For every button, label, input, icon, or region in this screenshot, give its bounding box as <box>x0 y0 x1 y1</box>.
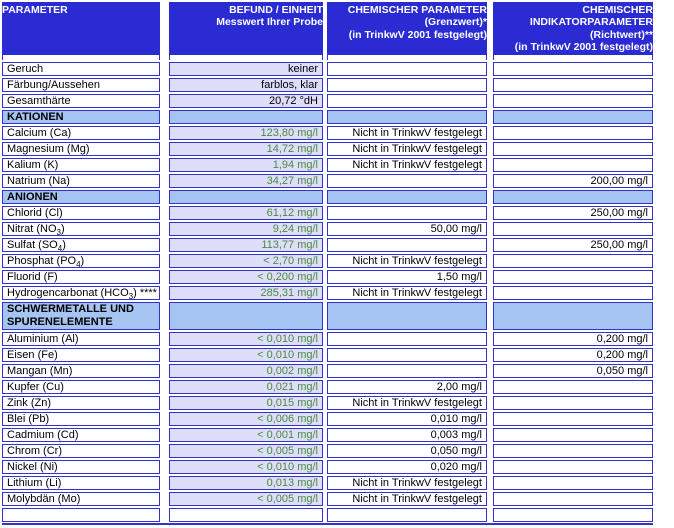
section-label-cell <box>2 190 160 204</box>
measured-value-cell: farblos, klar <box>169 78 323 92</box>
section-cell <box>169 110 323 124</box>
parameter-name-cell: Geruch <box>2 62 160 76</box>
header-col4 <box>493 2 653 55</box>
empty-cell <box>493 508 653 522</box>
data-row <box>2 428 674 442</box>
section-cell <box>493 302 653 330</box>
measured-value-cell: < 0,010 mg/l <box>169 332 323 346</box>
limit-value-cell <box>327 78 487 92</box>
limit-value-cell: Nicht in TrinkwV festgelegt <box>327 158 487 172</box>
parameter-name-cell: Färbung/Aussehen <box>2 78 160 92</box>
header-line: BEFUND / EINHEIT <box>229 4 323 16</box>
data-row <box>2 476 674 490</box>
indicator-value-cell <box>493 126 653 140</box>
section-label-cell <box>2 110 160 124</box>
empty-row <box>2 508 674 522</box>
indicator-value-cell <box>493 428 653 442</box>
indicator-value-cell <box>493 476 653 490</box>
data-row <box>2 332 674 346</box>
indicator-value-cell <box>493 62 653 76</box>
parameter-name-cell: Mangan (Mn) <box>2 364 160 378</box>
data-row <box>2 286 674 300</box>
measured-value-cell: 0,021 mg/l <box>169 380 323 394</box>
data-row <box>2 94 674 108</box>
limit-value-cell: 1,50 mg/l <box>327 270 487 284</box>
data-row <box>2 62 674 76</box>
spacer-row <box>2 55 674 60</box>
limit-value-cell: 0,020 mg/l <box>327 460 487 474</box>
section-label-line: SPURENELEMENTE <box>7 315 113 328</box>
indicator-value-cell <box>493 158 653 172</box>
indicator-value-cell <box>493 94 653 108</box>
limit-value-cell <box>327 62 487 76</box>
section-cell <box>169 190 323 204</box>
header-line: CHEMISCHER <box>582 4 653 16</box>
indicator-value-cell <box>493 270 653 284</box>
section-cell <box>169 302 323 330</box>
limit-value-cell <box>327 348 487 362</box>
data-row <box>2 222 674 236</box>
header-line: (in TrinkwV 2001 festgelegt) <box>514 41 653 54</box>
header-line: (Richtwert)** <box>589 28 653 41</box>
indicator-value-cell <box>493 286 653 300</box>
limit-value-cell: Nicht in TrinkwV festgelegt <box>327 396 487 410</box>
spacer-cell <box>2 55 160 60</box>
data-row <box>2 270 674 284</box>
data-row <box>2 364 674 378</box>
limit-value-cell <box>327 364 487 378</box>
section-row <box>2 302 674 330</box>
limit-value-cell <box>327 174 487 188</box>
parameter-name-cell: Phosphat $(PO_4)$ <box>2 254 160 268</box>
header-line: INDIKATORPARAMETER <box>529 16 653 29</box>
measured-value-cell: 34,27 mg/l <box>169 174 323 188</box>
section-cell <box>327 190 487 204</box>
measured-value-cell: < 0,001 mg/l <box>169 428 323 442</box>
limit-value-cell <box>327 94 487 108</box>
data-row <box>2 348 674 362</box>
parameter-name-cell: Eisen (Fe) <box>2 348 160 362</box>
indicator-value-cell: 0,200 mg/l <box>493 332 653 346</box>
limit-value-cell: Nicht in TrinkwV festgelegt <box>327 476 487 490</box>
indicator-value-cell <box>493 492 653 506</box>
header-line: PARAMETER <box>2 4 68 16</box>
parameter-name-cell: Nickel (Ni) <box>2 460 160 474</box>
measured-value-cell: 123,80 mg/l <box>169 126 323 140</box>
section-label-line: KATIONEN <box>7 111 64 123</box>
table-header-row <box>2 2 674 55</box>
empty-cell <box>2 508 160 522</box>
data-row <box>2 238 674 252</box>
limit-value-cell: Nicht in TrinkwV festgelegt <box>327 126 487 140</box>
measured-value-cell: keiner <box>169 62 323 76</box>
header-col2 <box>169 2 323 55</box>
indicator-value-cell: 200,00 mg/l <box>493 174 653 188</box>
data-row <box>2 492 674 506</box>
limit-value-cell: Nicht in TrinkwV festgelegt <box>327 254 487 268</box>
data-row <box>2 444 674 458</box>
header-line: (in TrinkwV 2001 festgelegt) <box>348 28 487 41</box>
data-row <box>2 126 674 140</box>
indicator-value-cell <box>493 142 653 156</box>
empty-cell <box>169 508 323 522</box>
parameter-subscript: 3 <box>56 228 61 236</box>
header-col3 <box>327 2 487 55</box>
empty-cell <box>327 508 487 522</box>
limit-value-cell: Nicht in TrinkwV festgelegt <box>327 286 487 300</box>
parameter-name-cell: Nitrat $(NO_3)$ <box>2 222 160 236</box>
section-label-line: ANIONEN <box>7 191 58 203</box>
section-cell <box>493 110 653 124</box>
parameter-name-cell: Calcium (Ca) <box>2 126 160 140</box>
section-cell <box>493 190 653 204</box>
parameter-name-cell: Kupfer (Cu) <box>2 380 160 394</box>
measured-value-cell: 61,12 mg/l <box>169 206 323 220</box>
indicator-value-cell: 0,200 mg/l <box>493 348 653 362</box>
measured-value-cell: < 0,005 mg/l <box>169 492 323 506</box>
measured-value-cell: 0,002 mg/l <box>169 364 323 378</box>
section-cell <box>327 110 487 124</box>
parameter-name-cell: Aluminium (Al) <box>2 332 160 346</box>
parameter-name-cell: Blei (Pb) <box>2 412 160 426</box>
indicator-value-cell: 250,00 mg/l <box>493 238 653 252</box>
data-row <box>2 158 674 172</box>
measured-value-cell: 14,72 mg/l <box>169 142 323 156</box>
parameter-name-cell: Zink (Zn) <box>2 396 160 410</box>
measured-value-cell: < 0,005 mg/l <box>169 444 323 458</box>
data-row <box>2 142 674 156</box>
section-row <box>2 110 674 124</box>
parameter-name-cell: Fluorid (F) <box>2 270 160 284</box>
parameter-name-cell: Kalium (K) <box>2 158 160 172</box>
data-row <box>2 380 674 394</box>
data-row <box>2 78 674 92</box>
measured-value-cell: 0,013 mg/l <box>169 476 323 490</box>
header-line: Messwert Ihrer Probe <box>216 16 323 29</box>
limit-value-cell <box>327 206 487 220</box>
data-row <box>2 254 674 268</box>
spacer-cell <box>493 55 653 60</box>
header-line: CHEMISCHER PARAMETER <box>347 4 487 16</box>
spacer-cell <box>327 55 487 60</box>
parameter-name-cell: Chrom (Cr) <box>2 444 160 458</box>
limit-value-cell: 0,010 mg/l <box>327 412 487 426</box>
limit-value-cell: 0,050 mg/l <box>327 444 487 458</box>
indicator-value-cell <box>493 444 653 458</box>
data-row <box>2 412 674 426</box>
indicator-value-cell <box>493 396 653 410</box>
parameter-name-cell: Molybdän (Mo) <box>2 492 160 506</box>
data-row <box>2 460 674 474</box>
indicator-value-cell <box>493 412 653 426</box>
indicator-value-cell <box>493 222 653 236</box>
parameter-subscript: 4 <box>57 244 63 252</box>
measured-value-cell: 0,015 mg/l <box>169 396 323 410</box>
parameter-name-cell: Cadmium (Cd) <box>2 428 160 442</box>
section-row <box>2 190 674 204</box>
limit-value-cell: 0,003 mg/l <box>327 428 487 442</box>
parameter-name-cell: Lithium (Li) <box>2 476 160 490</box>
measured-value-cell: < 0,010 mg/l <box>169 348 323 362</box>
limit-value-cell: Nicht in TrinkwV festgelegt <box>327 492 487 506</box>
limit-value-cell <box>327 332 487 346</box>
table-body <box>2 55 674 522</box>
data-row <box>2 174 674 188</box>
indicator-value-cell: 250,00 mg/l <box>493 206 653 220</box>
header-col1 <box>2 2 160 55</box>
measured-value-cell: 9,24 mg/l <box>169 222 323 236</box>
table-bottom-border <box>2 523 653 525</box>
section-label-line: SCHWERMETALLE UND <box>7 303 134 315</box>
indicator-value-cell <box>493 78 653 92</box>
indicator-value-cell <box>493 380 653 394</box>
parameter-subscript: 3 <box>128 292 134 300</box>
parameter-name-cell: Sulfat $(SO_4)$ <box>2 238 160 252</box>
indicator-value-cell: 0,050 mg/l <box>493 364 653 378</box>
parameter-name-cell: Hydrogencarbonat $(HCO_3)$ **** <box>2 286 160 300</box>
parameter-name-cell: Magnesium (Mg) <box>2 142 160 156</box>
indicator-value-cell <box>493 460 653 474</box>
parameter-name-cell: Natrium (Na) <box>2 174 160 188</box>
measured-value-cell: < 0,200 mg/l <box>169 270 323 284</box>
parameter-name-cell: Chlorid (Cl) <box>2 206 160 220</box>
measured-value-cell: < 0,010 mg/l <box>169 460 323 474</box>
section-label-cell <box>2 302 160 330</box>
measured-value-cell: 285,31 mg/l <box>169 286 323 300</box>
indicator-value-cell <box>493 254 653 268</box>
data-row <box>2 206 674 220</box>
section-cell <box>327 302 487 330</box>
spacer-cell <box>169 55 323 60</box>
parameter-name-cell: Gesamthärte <box>2 94 160 108</box>
header-line: (Grenzwert)* <box>424 16 487 29</box>
measured-value-cell: 20,72 °dH <box>169 94 323 108</box>
limit-value-cell: 50,00 mg/l <box>327 222 487 236</box>
parameter-subscript: 4 <box>76 260 81 268</box>
measured-value-cell: 113,77 mg/l <box>169 238 323 252</box>
limit-value-cell: 2,00 mg/l <box>327 380 487 394</box>
limit-value-cell <box>327 238 487 252</box>
limit-value-cell: Nicht in TrinkwV festgelegt <box>327 142 487 156</box>
measured-value-cell: 1,94 mg/l <box>169 158 323 172</box>
measured-value-cell: < 2,70 mg/l <box>169 254 323 268</box>
measured-value-cell: < 0,006 mg/l <box>169 412 323 426</box>
data-row <box>2 396 674 410</box>
